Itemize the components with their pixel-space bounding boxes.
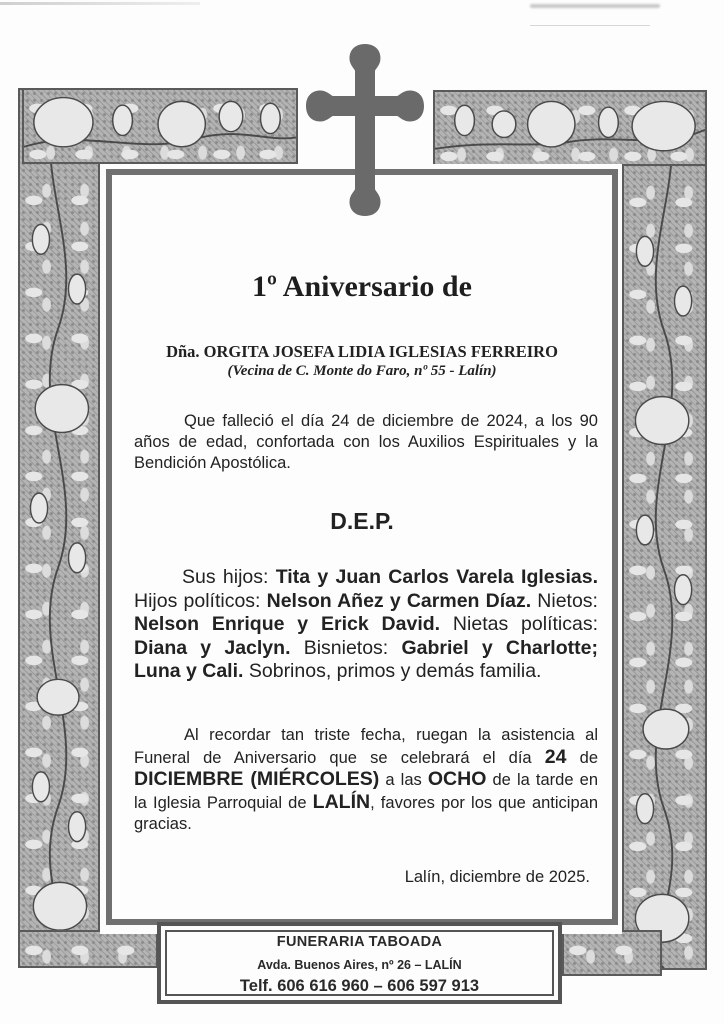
funeral-home-address: Avda. Buenos Aires, nº 26 – LALÍN — [257, 958, 462, 972]
nietas-politicas-label: Nietas políticas: — [440, 613, 599, 635]
family-paragraph — [134, 566, 598, 684]
rose-vine-icon — [24, 90, 296, 162]
nietos-names: Nelson Enrique y Erick David. — [134, 613, 441, 635]
signoff-date: Lalín, diciembre de 2025. — [404, 868, 590, 886]
scan-artifact — [0, 2, 200, 5]
funeral-paragraph — [134, 725, 598, 836]
funeral-home-box — [157, 922, 562, 1004]
nietos-label: Nietos: — [531, 589, 598, 612]
rose-border-bottom-left — [18, 930, 158, 968]
budded-cross-icon — [306, 44, 424, 216]
other-family: Sobrinos, primos y demás familia. — [243, 660, 542, 682]
rose-vine-icon — [20, 90, 98, 966]
funeral-closing: , favores por los que anticipan gracias. — [134, 793, 598, 833]
rose-border-bottom-right — [562, 930, 662, 976]
rose-border-right — [622, 90, 707, 970]
rose-border-top-left — [22, 88, 298, 164]
deceased-name: Dña. ORGITA JOSEFA LIDIA IGLESIAS FERREIRO — [166, 342, 558, 361]
funeral-place-intro: de la tarde en la Iglesia Parroquial de — [134, 771, 598, 812]
bisnietos-label: Bisnietos: — [290, 636, 402, 659]
funeral-home-phone: Telf. 606 616 960 – 606 597 913 — [239, 977, 480, 995]
nietas-politicas-names: Diana y Jaclyn. — [134, 636, 291, 659]
funeral-day: 24 — [544, 745, 567, 768]
funeral-intro: Al recordar tan triste fecha, ruegan la asistencia al Funeral de Aniversario que se celebrará el día — [134, 726, 598, 767]
funeral-time: OCHO — [427, 768, 487, 790]
funeral-de: de — [566, 748, 599, 767]
hijos-names: Tita y Juan Carlos Varela Iglesias. — [275, 566, 598, 588]
rose-border-top-right — [433, 90, 707, 166]
rose-border-left — [18, 88, 100, 968]
death-notice-paragraph — [134, 411, 598, 474]
funeral-month-weekday: DICIEMBRE (MIÉRCOLES) — [134, 768, 380, 790]
dep-heading: D.E.P. — [330, 508, 394, 534]
rose-vine-icon — [435, 92, 705, 164]
funeral-home-name: FUNERARIA TABOADA — [276, 934, 443, 950]
page-title: 1º Aniversario de — [252, 270, 472, 303]
scan-artifact — [530, 25, 650, 26]
hijos-politicos-names: Nelson Añez y Carmen Díaz. — [266, 589, 532, 612]
funeral-time-intro: a las — [379, 771, 428, 789]
death-notice-text: Que falleció el día 24 de diciembre de 2024, a los 90 años de edad, confortada con los Auxilios Espirituales y la Bendición Apostólica. — [134, 412, 598, 472]
hijos-label: Sus hijos: — [182, 566, 276, 588]
funeral-place: LALÍN — [312, 790, 371, 813]
scan-artifact — [530, 4, 660, 8]
rose-vine-icon — [624, 92, 705, 968]
hijos-politicos-label: Hijos políticos: — [134, 589, 267, 612]
bisnietos-names: Gabriel y Charlotte; Luna y Cali. — [134, 636, 598, 682]
deceased-address: (Vecina de C. Monte do Faro, nº 55 - Lalín) — [227, 363, 497, 379]
